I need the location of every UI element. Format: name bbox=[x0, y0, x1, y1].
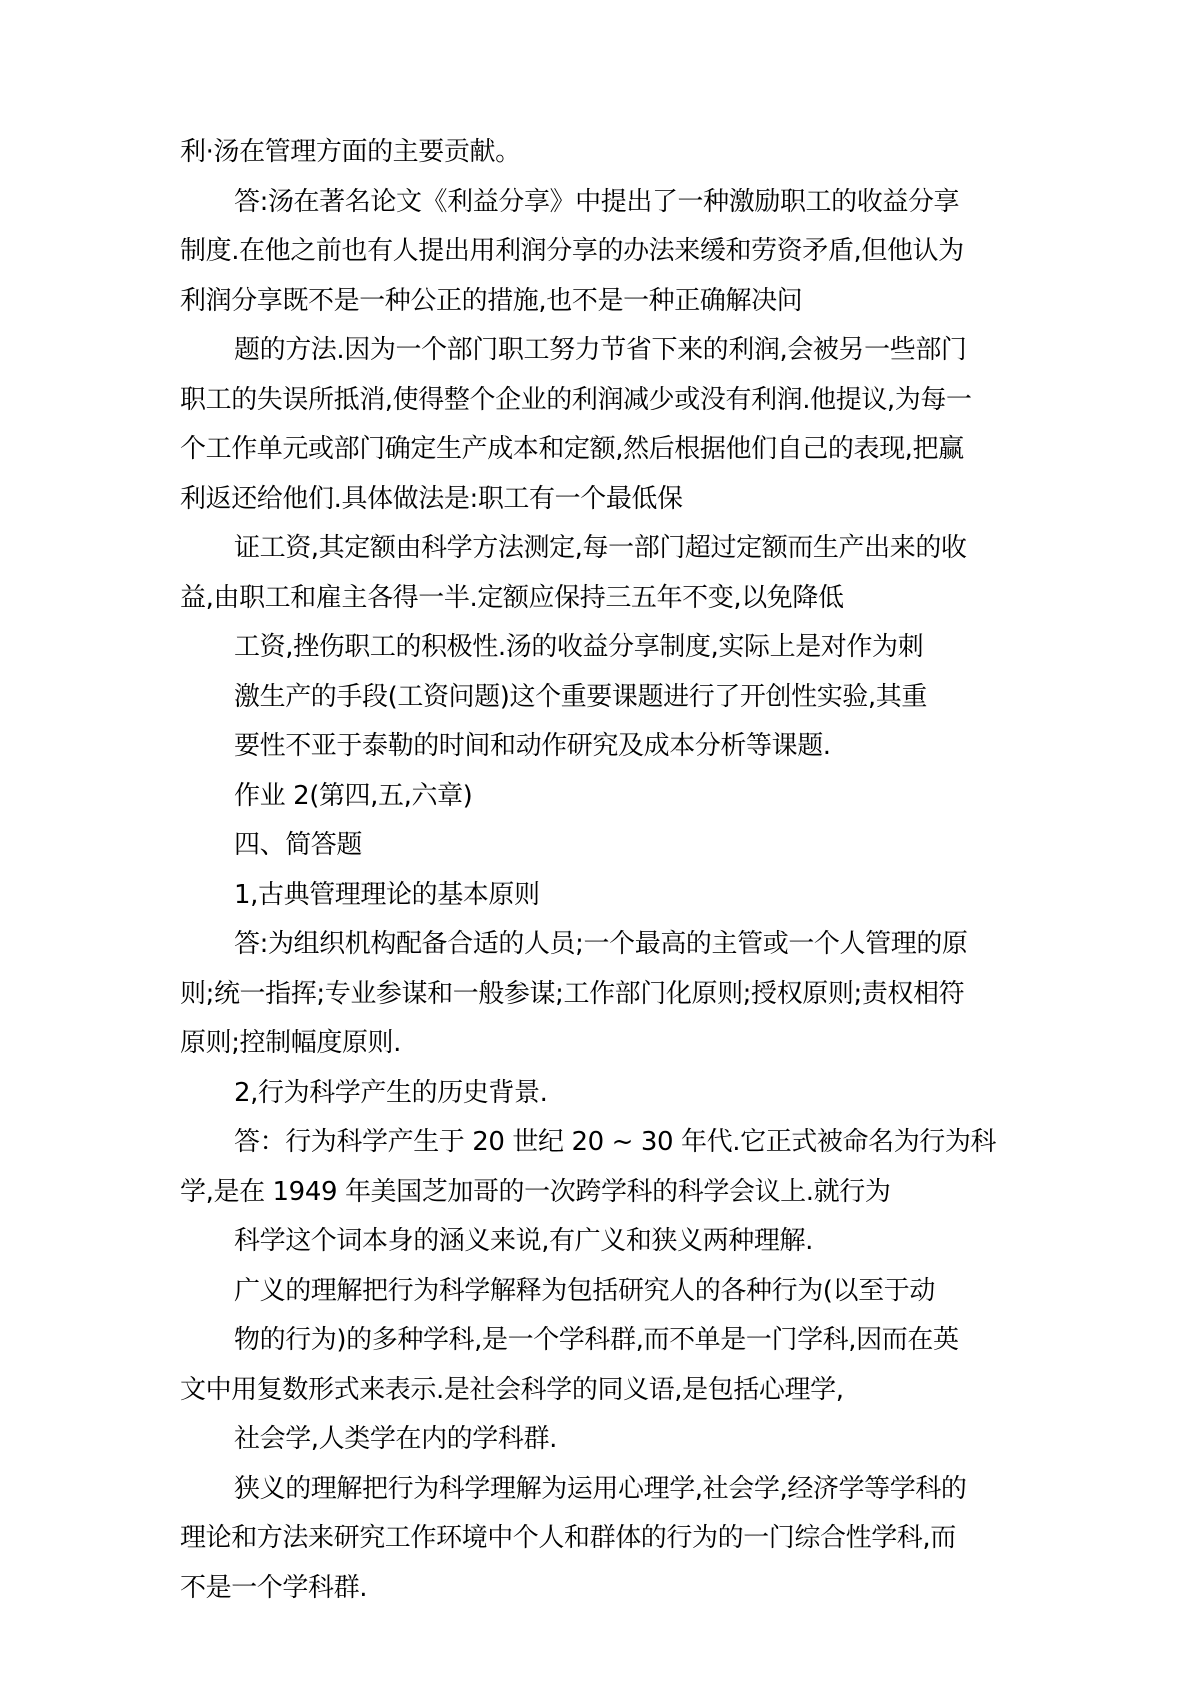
answer-1-line-2: 则;统一指挥;专业参谋和一般参谋;工作部门化原则;授权原则;责权相符 bbox=[180, 978, 965, 1009]
answer-2-line-4: 广义的理解把行为科学解释为包括研究人的各种行为(以至于动 bbox=[234, 1275, 935, 1306]
answer-2-line-3: 科学这个词本身的涵义来说,有广义和狭义两种理解. bbox=[234, 1226, 813, 1256]
question-2: 2,行为科学产生的历史背景. bbox=[234, 1077, 548, 1108]
answer-2-line-7: 社会学,人类学在内的学科群. bbox=[234, 1424, 557, 1454]
answer-2-line-1: 答：行为科学产生于 20 世纪 20 ~ 30 年代.它正式被命名为行为科 bbox=[234, 1127, 997, 1157]
answer-2-line-8: 狭义的理解把行为科学理解为运用心理学,社会学,经济学等学科的 bbox=[234, 1473, 967, 1504]
answer-1-line-3: 原则;控制幅度原则. bbox=[180, 1028, 402, 1058]
text-line-12: 激生产的手段(工资问题)这个重要课题进行了开创性实验,其重 bbox=[234, 681, 927, 712]
answer-1-line-1: 答:为组织机构配备合适的人员;一个最高的主管或一个人管理的原 bbox=[234, 929, 968, 959]
section-heading: 四、简答题 bbox=[234, 830, 363, 860]
text-line-10: 益,由职工和雇主各得一半.定额应保持三五年不变,以免降低 bbox=[180, 582, 844, 613]
text-line-8: 利返还给他们.具体做法是:职工有一个最低保 bbox=[180, 483, 683, 514]
text-line-9: 证工资,其定额由科学方法测定,每一部门超过定额而生产出来的收 bbox=[234, 533, 967, 563]
text-line-11: 工资,挫伤职工的积极性.汤的收益分享制度,实际上是对作为刺 bbox=[234, 632, 924, 662]
answer-2-line-5: 物的行为)的多种学科,是一个学科群,而不单是一门学科,因而在英 bbox=[234, 1325, 959, 1355]
answer-2-line-2: 学,是在 1949 年美国芝加哥的一次跨学科的科学会议上.就行为 bbox=[180, 1176, 891, 1207]
question-1: 1,古典管理理论的基本原则 bbox=[234, 879, 540, 910]
text-line-1: 利·汤在管理方面的主要贡献。 bbox=[180, 137, 521, 167]
text-line-4: 利润分享既不是一种公正的措施,也不是一种正确解决问 bbox=[180, 285, 803, 316]
answer-2-line-6: 文中用复数形式来表示.是社会科学的同义语,是包括心理学, bbox=[180, 1374, 844, 1405]
assignment-heading: 作业 2(第四,五,六章) bbox=[234, 780, 473, 811]
text-line-5: 题的方法.因为一个部门职工努力节省下来的利润,会被另一些部门 bbox=[234, 335, 967, 365]
text-line-13: 要性不亚于泰勒的时间和动作研究及成本分析等课题. bbox=[234, 731, 831, 761]
text-line-3: 制度.在他之前也有人提出用利润分享的办法来缓和劳资矛盾,但他认为 bbox=[180, 236, 964, 266]
document-page bbox=[180, 128, 1020, 1613]
text-line-2: 答:汤在著名论文《利益分享》中提出了一种激励职工的收益分享 bbox=[234, 186, 960, 217]
answer-2-line-9: 理论和方法来研究工作环境中个人和群体的行为的一门综合性学科,而 bbox=[180, 1523, 956, 1553]
text-line-7: 个工作单元或部门确定生产成本和定额,然后根据他们自己的表现,把赢 bbox=[180, 434, 964, 464]
text-line-6: 职工的失误所抵消,使得整个企业的利润减少或没有利润.他提议,为每一 bbox=[180, 384, 972, 415]
answer-2-line-10: 不是一个学科群. bbox=[180, 1572, 368, 1603]
